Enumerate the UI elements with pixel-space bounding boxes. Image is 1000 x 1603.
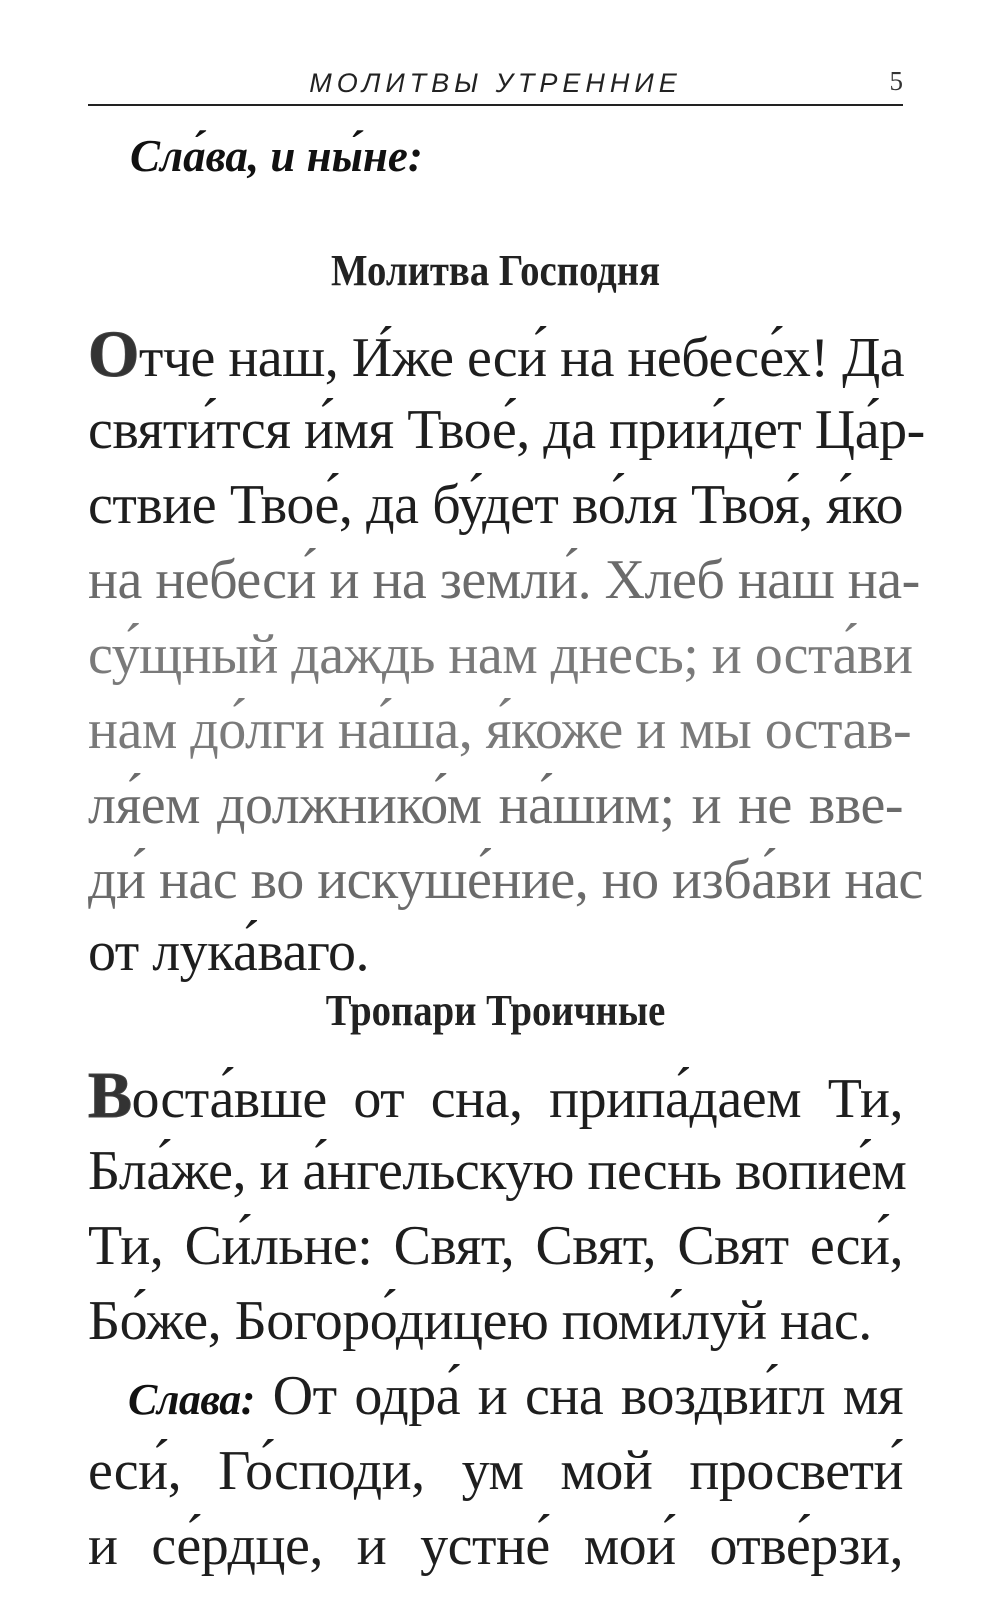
text-line: еси́, Го́споди, ум мой просвети́	[88, 1440, 903, 1502]
text-line: Бо́же, Богоро́дицею поми́луй нас.	[88, 1290, 872, 1352]
text-line: нам до́лги на́ша, я́коже и мы остав-	[88, 699, 912, 761]
text-line: ля́ем должнико́м на́шим; и не вве-	[88, 774, 903, 836]
text-line: Воста́вше от сна, припа́даем Ти,	[88, 1059, 903, 1132]
text-line: святи́тся и́мя Твое́, да прии́дет Ца́р-	[88, 399, 925, 461]
text-line: и се́рдце, и устне́ мои́ отве́рзи,	[88, 1515, 903, 1577]
page-number: 5	[889, 66, 903, 96]
drop-cap: О	[88, 318, 139, 391]
text-line: су́щный даждь нам днесь; и оста́ви	[88, 624, 913, 686]
text-line: Бла́же, и а́нгельскую песнь вопие́м	[88, 1140, 907, 1202]
rubric-glory-now: Сла́ва, и ны́не:	[130, 131, 423, 181]
text-line: ствие Твое́, да бу́дет во́ля Твоя́, я́ко	[88, 474, 903, 536]
section-title-lords-prayer: Молитва Господня	[330, 246, 661, 295]
text-line: Слава: От одра́ и сна воздви́гл мя	[128, 1365, 903, 1427]
rubric-glory: Слава:	[128, 1375, 255, 1424]
text-line: от лука́ваго.	[88, 921, 370, 983]
drop-cap: В	[88, 1059, 132, 1132]
running-title: МОЛИТВЫ УТРЕННИЕ	[309, 68, 682, 98]
running-header	[88, 60, 903, 106]
text-line: Отче наш, И́же еси́ на небесе́х! Да	[88, 318, 905, 391]
text-line: ди́ нас во искуше́ние, но изба́ви нас	[88, 849, 923, 911]
section-title-troparia: Тропари Троичные	[325, 986, 666, 1035]
text-line: Ти, Си́льне: Свят, Свят, Свят еси́,	[88, 1215, 903, 1277]
text-line: на небеси́ и на земли́. Хлеб наш на-	[88, 549, 920, 611]
